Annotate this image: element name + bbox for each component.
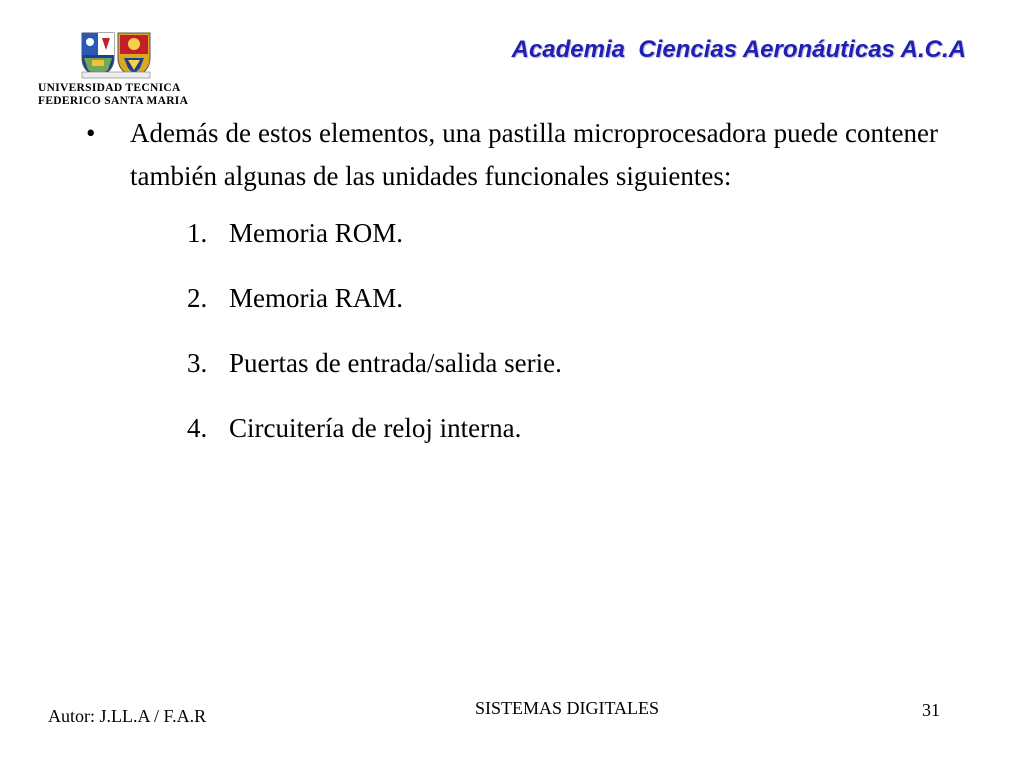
list-item: [187, 212, 938, 255]
bullet-paragraph: [82, 112, 938, 198]
header-title: Academia Ciencias Aeronáuticas A.C.A: [511, 36, 966, 63]
university-logo: [36, 30, 196, 110]
numbered-list: [82, 212, 938, 450]
footer-author: Autor: J.LL.A / F.A.R: [48, 706, 207, 726]
bullet-text: Además de estos elementos, una pastilla microprocesadora puede contener también algunas de las unidades funcionales siguientes:: [130, 118, 938, 191]
list-item-number: 4.: [187, 413, 208, 443]
list-item: [187, 342, 938, 385]
list-item: [187, 407, 938, 450]
bullet-icon: •: [86, 118, 96, 148]
university-name-line-2: FEDERICO SANTA MARIA: [38, 95, 189, 107]
list-item: [187, 277, 938, 320]
university-name-line-1: UNIVERSIDAD TECNICA: [38, 82, 181, 94]
list-item-number: 3.: [187, 348, 208, 378]
university-crest-icon: [80, 30, 152, 80]
list-item-label: Puertas de entrada/salida serie.: [229, 348, 562, 378]
page-number: 31: [922, 700, 940, 720]
list-item-label: Memoria RAM.: [229, 283, 403, 313]
list-item-number: 1.: [187, 218, 208, 248]
list-item-label: Memoria ROM.: [229, 218, 403, 248]
slide-content: [82, 112, 938, 472]
list-item-number: 2.: [187, 283, 208, 313]
footer-course-title: SISTEMAS DIGITALES: [474, 698, 660, 718]
list-item-label: Circuitería de reloj interna.: [229, 413, 522, 443]
